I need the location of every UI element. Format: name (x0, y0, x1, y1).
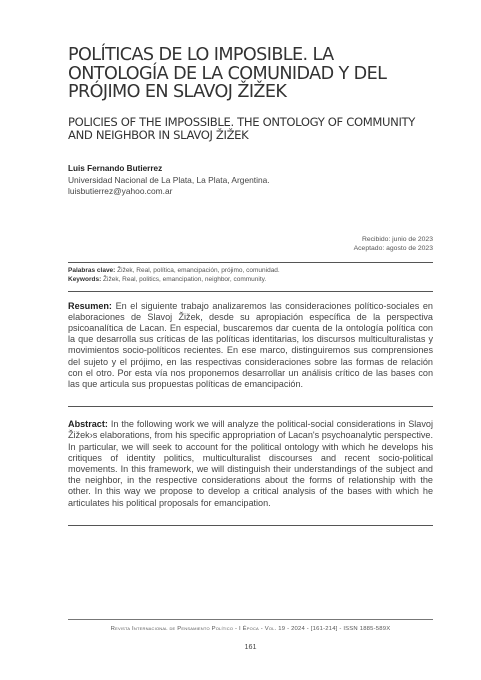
keywords-bottom-rule (68, 291, 433, 292)
journal-footer: Revista Internacional de Pensamiento Político - I Época - Vol. 19 - 2024 - [161-214] - ISSN 1885-589X (110, 626, 391, 632)
keywords-english (68, 275, 433, 285)
accepted-date: Aceptado: agosto de 2023 (353, 245, 433, 252)
abstract-english-text: In the following work we will analyze the political-social considerations in Slavoj Žižek›s elaborations, from his specific appropriation of Lacan's psychoanalytic perspective. In particular, we will seek to account for the political ontology with which he develops his critiques of identity politics, multiculturalist discourses and recent socio-political movements. In this framework, we will distinguish their understandings of the subject and the neighbor, in the respective considerations about the forms of relationship with the other. In this way we propose to develop a critical analysis of the bases with which he articulates his political proposals for emancipation. (68, 419, 433, 508)
keywords-english-label: Keywords: (68, 276, 102, 283)
keywords-english-text: Žižek, Real, politics, emancipation, neighbor, community. (101, 276, 267, 283)
keywords-block (68, 263, 433, 287)
keywords-spanish-text: Žižek, Real, política, emancipación, prójimo, comunidad. (115, 266, 280, 274)
abstract-spanish-text: En el siguiente trabajo analizaremos las consideraciones político-sociales en elaboraciones de Slavoj Žižek, desde su apropiación específica de la perspectiva psicoanalítica de Lacan. En especial, buscaremos dar cuenta de la ontología política con la que desarrolla sus críticas de las políticas identitarias, los discursos multiculturalistas y movimientos socio-políticos recientes. En ese marco, distinguiremos sus comprensiones del sujeto y el prójimo, en las respectivas consideraciones sobre las formas de relación con el otro. Por esta vía nos proponemos desarrollar un análisis crítico de las bases con las que articula sus propuestas políticas de emancipación. (68, 300, 433, 389)
abstract-english-label: Abstract: (68, 419, 108, 430)
abstract-english (68, 419, 433, 516)
article-first-page (68, 40, 433, 526)
keywords-spanish-label: Palabras clave: (68, 266, 116, 274)
submission-dates (68, 235, 433, 254)
author-name: Luis Fernando Butierrez (68, 163, 163, 173)
author-affiliation: Universidad Nacional de La Plata, La Plata, Argentina. (68, 174, 270, 185)
footer-rule (68, 619, 433, 620)
article-title-spanish: POLÍTICAS DE LO IMPOSIBLE. LA ONTOLOGÍA DE LA COMUNIDAD Y DEL PRÓJIMO EN SLAVOJ ŽIŽEK (68, 45, 387, 102)
article-title-english: POLICIES OF THE IMPOSSIBLE. THE ONTOLOGY OF COMMUNITY AND NEIGHBOR IN SLAVOJ ŽIŽEK (68, 114, 416, 142)
author-email[interactable]: luisbutierrez@yahoo.com.ar (68, 186, 173, 196)
abstract-spanish-label: Resumen: (68, 300, 112, 311)
page-number: 161 (244, 642, 257, 651)
abstract-spanish-rule (68, 406, 433, 407)
abstract-spanish (68, 301, 433, 398)
abstract-english-rule (68, 525, 433, 526)
received-date: Recibido: junio de 2023 (361, 235, 433, 243)
keywords-spanish (68, 266, 433, 276)
